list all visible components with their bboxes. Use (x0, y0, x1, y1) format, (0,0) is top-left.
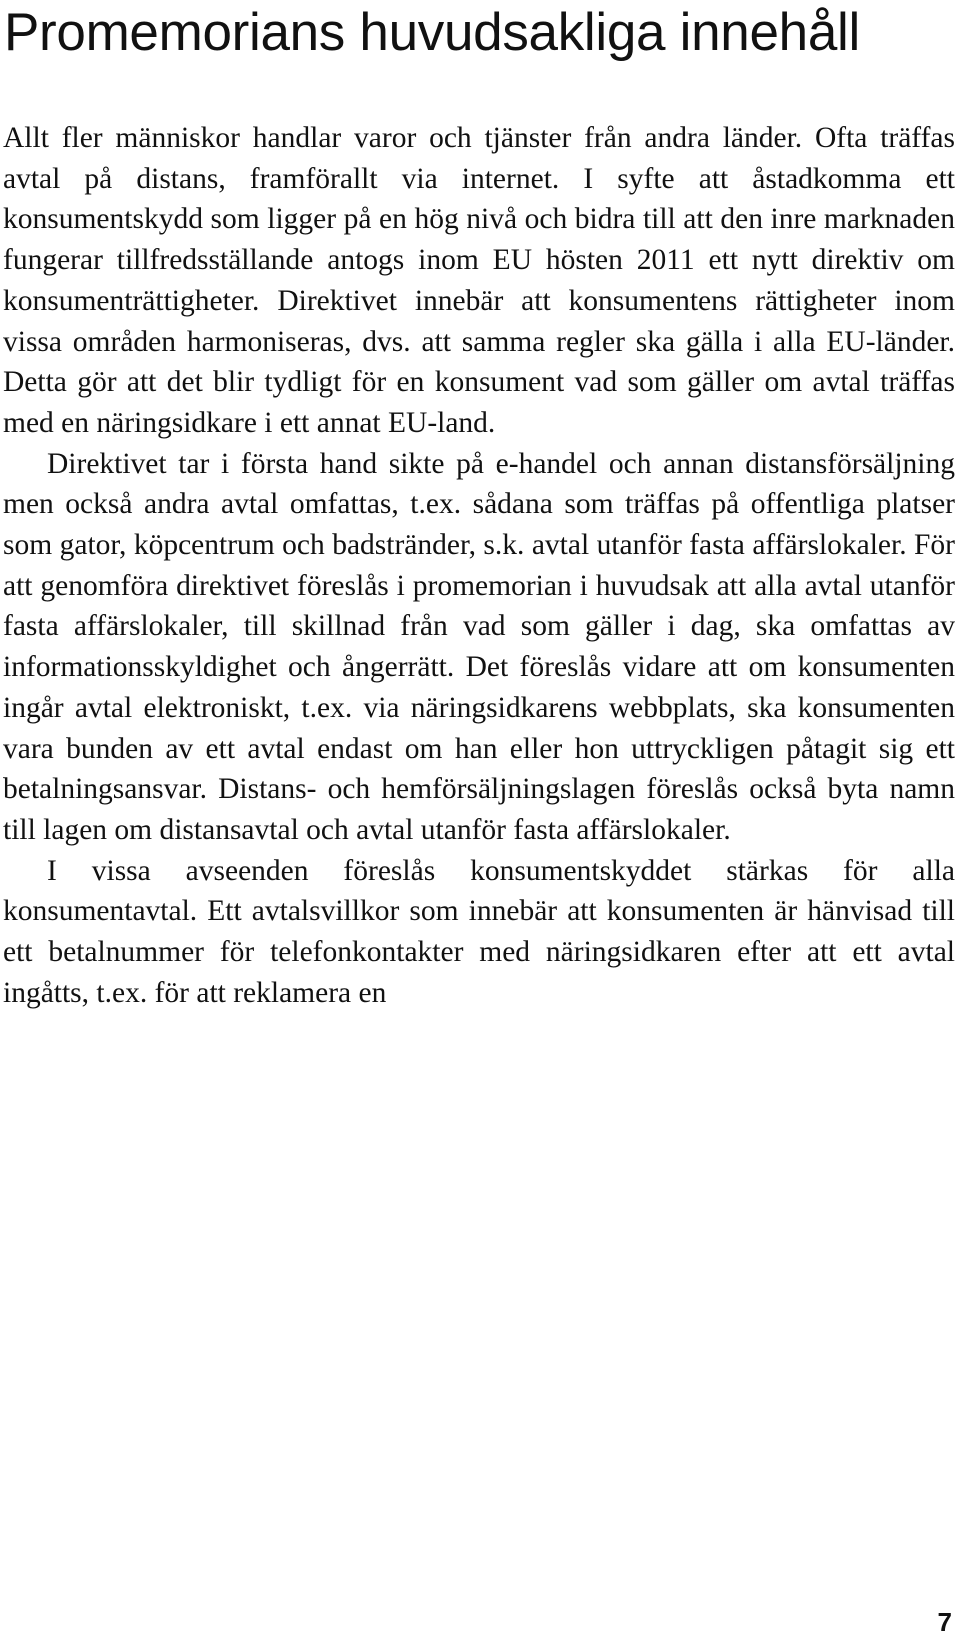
page-title: Promemorians huvudsakliga innehåll (4, 3, 860, 62)
page-number: 7 (937, 1607, 952, 1637)
body-text (3, 118, 955, 1013)
paragraph-consumer-protection: I vissa avseenden föreslås konsumentskyddet stärkas för alla konsumentavtal. Ett avtalsvillkor som innebär att konsumenten är hänvisad till ett betalnummer för telefonkontakter med näringsidkaren efter att ett avtal ingåtts, t.ex. för att reklamera en (3, 854, 955, 1009)
paragraph-directive-scope: Direktivet tar i första hand sikte på e-handel och annan distansförsäljning men också andra avtal omfattas, t.ex. sådana som träffas på offentliga platser som gator, köpcentrum och badstränder, s.k. avtal utanför fasta affärslokaler. För att genomföra direktivet föreslås i promemorian i huvudsak att alla avtal utanför fasta affärslokaler, till skillnad från vad som gäller i dag, ska omfattas av informationsskyldighet och ångerrätt. Det föreslås vidare att om konsumenten ingår avtal elektroniskt, t.ex. via näringsidkarens webbplats, ska konsumenten vara bunden av ett avtal endast om han eller hon uttryckligen påtagit sig ett betalningsansvar. Distans- och hemförsäljningslagen föreslås också byta namn till lagen om distansavtal och avtal utanför fasta affärslokaler. (3, 447, 955, 846)
paragraph-intro: Allt fler människor handlar varor och tjänster från andra länder. Ofta träffas avtal på distans, framförallt via internet. I syfte att åstadkomma ett konsumentskydd som ligger på en hög nivå och bidra till att den inre marknaden fungerar tillfredsställande antogs inom EU hösten 2011 ett nytt direktiv om konsumenträttigheter. Direktivet innebär att konsumentens rättigheter inom vissa områden harmoniseras, dvs. att samma regler ska gälla i alla EU-länder. Detta gör att det blir tydligt för en konsument vad som gäller om avtal träffas med en näringsidkare i ett annat EU-land. (3, 122, 955, 439)
